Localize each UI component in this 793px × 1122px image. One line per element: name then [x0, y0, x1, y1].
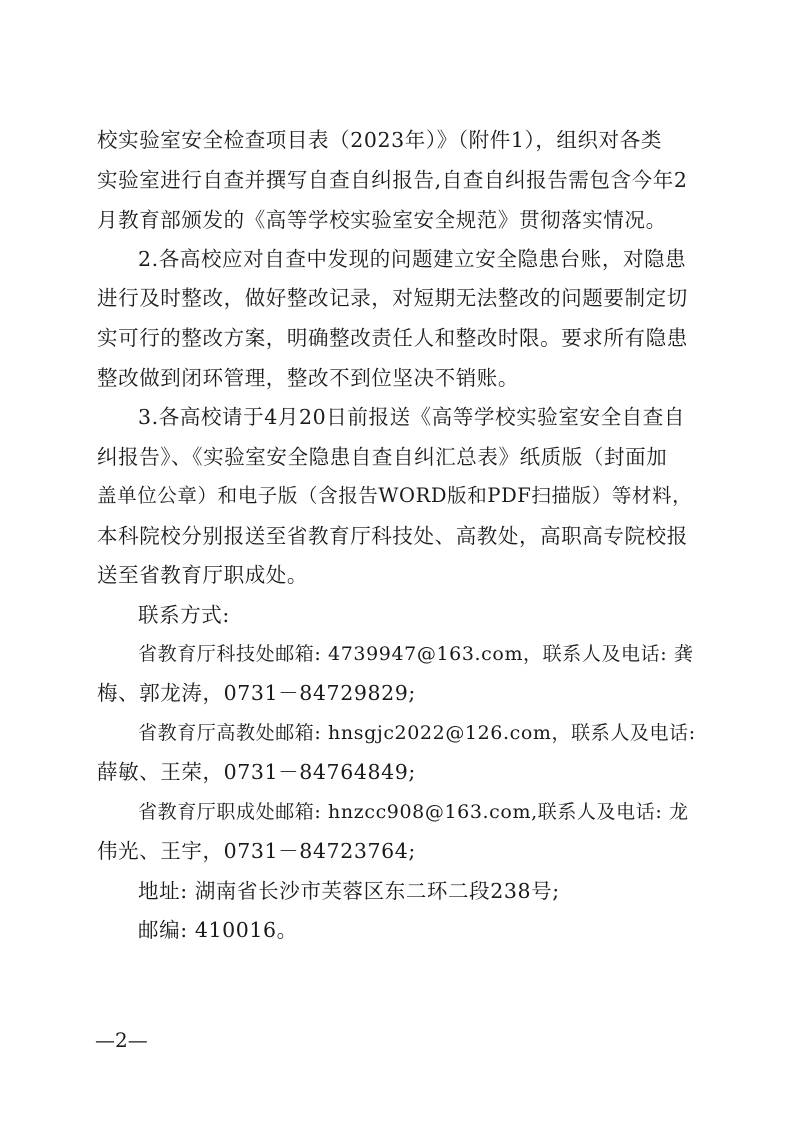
body-line-3: 月教育部颁发的《高等学校实验室安全规范》贯彻落实情况。 [97, 208, 667, 232]
contact-keji-line-2: 梅、郭龙涛，0731－84729829; [97, 681, 416, 705]
item-2-line-2: 进行及时整改，做好整改记录，对短期无法整改的问题要制定切 [97, 286, 688, 310]
item-2-line-3: 实可行的整改方案，明确整改责任人和整改时限。要求所有隐患 [97, 326, 688, 350]
contact-zhicheng-line-1: 省教育厅职成处邮箱: hnzcc908@163.com,联系人及电话: 龙 [138, 801, 689, 823]
item-3-line-3: 盖单位公章）和电子版（含报告WORD版和PDF扫描版）等材料， [97, 484, 693, 507]
page-number: —2— [95, 1028, 148, 1052]
body-line-2: 实验室进行自查并撰写自查自纠报告,自查自纠报告需包含今年2 [97, 168, 688, 192]
item-3-line-1: 3.各高校请于4月20日前报送《高等学校实验室安全自查自 [138, 405, 685, 429]
body-line-1: 校实验室安全检查项目表（2023年）》（附件1），组织对各类 [97, 128, 662, 152]
address-line: 地址: 湖南省长沙市芙蓉区东二环二段238号; [138, 879, 560, 903]
contact-heading: 联系方式: [138, 603, 230, 627]
item-2-line-4: 整改做到闭环管理，整改不到位坚决不销账。 [97, 366, 519, 390]
item-3-line-2: 纠报告》、《实验室安全隐患自查自纠汇总表》纸质版（封面加 [97, 445, 668, 469]
item-3-line-5: 送至省教育厅职成处。 [97, 563, 308, 587]
postcode-line: 邮编: 410016。 [138, 918, 298, 942]
contact-gaojiao-line-2: 薛敏、王荣，0731－84764849; [97, 760, 416, 784]
item-2-line-1: 2.各高校应对自查中发现的问题建立安全隐患台账，对隐患 [138, 247, 687, 271]
contact-zhicheng-line-2: 伟光、王宇，0731－84723764; [97, 839, 416, 863]
contact-gaojiao-line-1: 省教育厅高教处邮箱: hnsgjc2022@126.com，联系人及电话: [138, 722, 696, 744]
item-3-line-4: 本科院校分别报送至省教育厅科技处、高教处，高职高专院校报 [97, 524, 688, 548]
contact-keji-line-1: 省教育厅科技处邮箱: 4739947@163.com，联系人及电话: 龚 [138, 643, 694, 665]
